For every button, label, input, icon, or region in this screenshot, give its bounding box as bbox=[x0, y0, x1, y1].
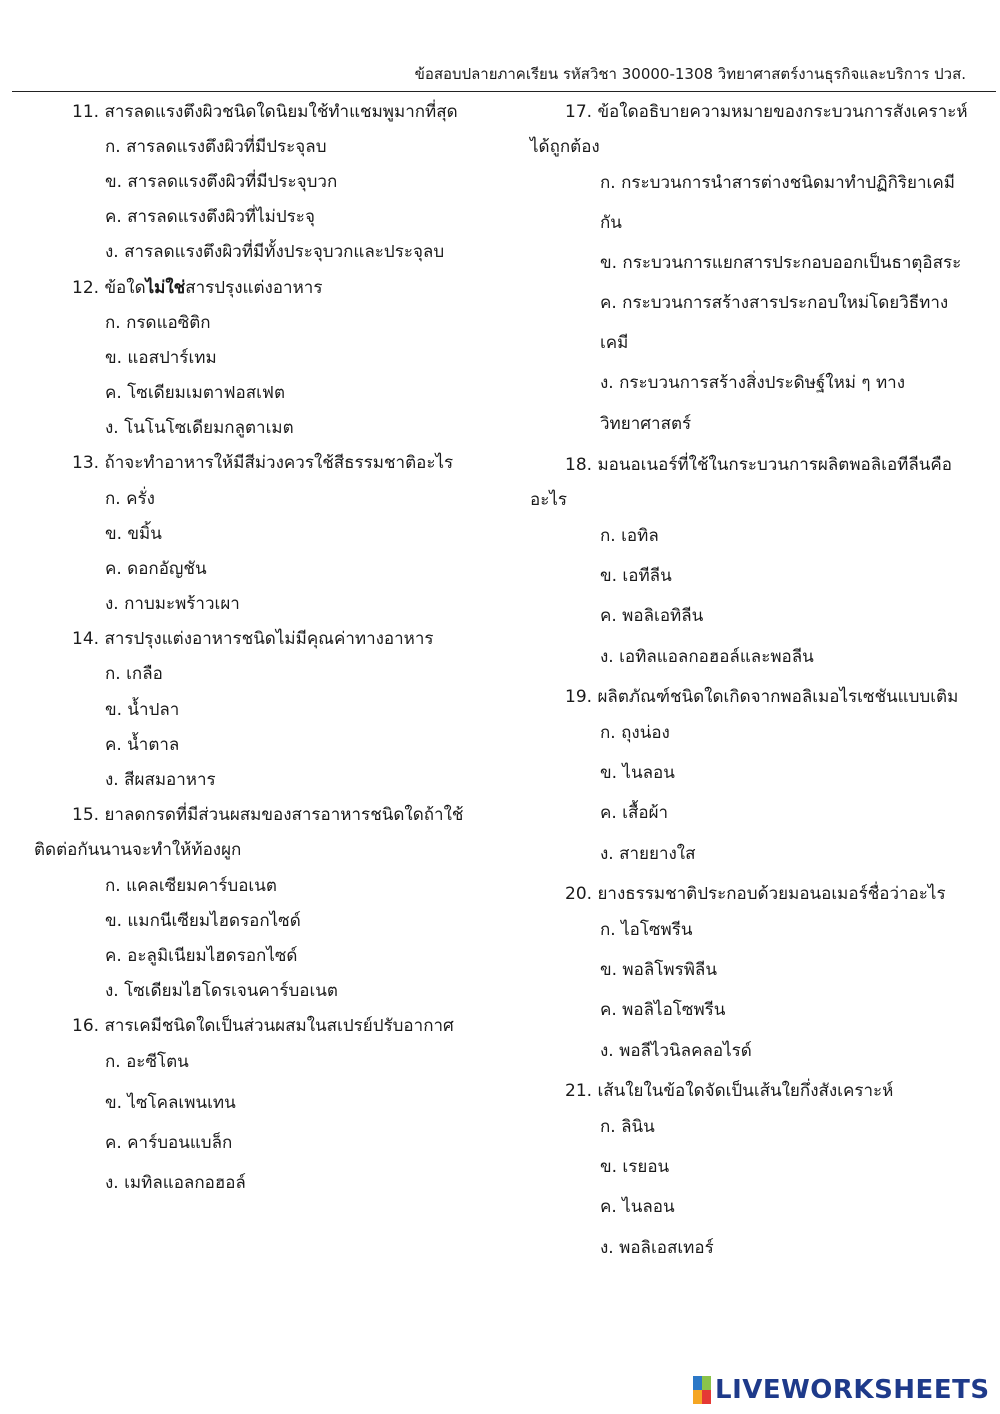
question-text: 19. ผลิตภัณฑ์ชนิดใดเกิดจากพอลิเมอไรเซชันแบบเติม bbox=[565, 687, 959, 707]
liveworksheets-logo[interactable] bbox=[693, 1372, 990, 1408]
question-text: 15. ยาลดกรดที่มีส่วนผสมของสารอาหารชนิดใดถ้าใช้ bbox=[72, 805, 464, 825]
answer-option: ข. แมกนีเซียมไฮดรอกไซด์ bbox=[105, 911, 301, 931]
question-text: 21. เส้นใยในข้อใดจัดเป็นเส้นใยกึ่งสังเคราะห์ bbox=[565, 1081, 894, 1101]
answer-option: ง. กระบวนการสร้างสิ่งประดิษฐ์ใหม่ ๆ ทาง bbox=[600, 373, 906, 393]
answer-option: ข. ไนลอน bbox=[600, 763, 675, 783]
answer-option: ง. พอลีไวนิลคลอไรด์ bbox=[600, 1041, 752, 1061]
text-continuation: ติดต่อกันนานจะทำให้ท้องผูก bbox=[34, 840, 242, 860]
answer-option: ง. โนโนโซเดียมกลูตาเมต bbox=[105, 418, 294, 438]
answer-option: ง. โซเดียมไฮโดรเจนคาร์บอเนต bbox=[105, 981, 338, 1001]
question-text: 16. สารเคมีชนิดใดเป็นส่วนผสมในสเปรย์ปรับอากาศ bbox=[72, 1016, 454, 1036]
answer-option: ข. ไซโคลเพนเทน bbox=[105, 1093, 236, 1113]
answer-option: ค. พอลิเอทิลีน bbox=[600, 606, 704, 626]
answer-option: ค. เสื้อผ้า bbox=[600, 803, 669, 823]
answer-option: ข. น้ำปลา bbox=[105, 700, 180, 720]
answer-option: ง. เมทิลแอลกอฮอล์ bbox=[105, 1173, 246, 1193]
answer-option: ก. กรดแอซิติก bbox=[105, 313, 211, 333]
answer-option: ก. เกลือ bbox=[105, 664, 163, 684]
answer-option: ก. เอทิล bbox=[600, 526, 659, 546]
answer-option: ง. เอทิลแอลกอฮอล์และพอลีน bbox=[600, 647, 814, 667]
answer-option: ง. พอลิเอสเทอร์ bbox=[600, 1238, 714, 1258]
answer-option: ค. พอลิไอโซพรีน bbox=[600, 1000, 726, 1020]
answer-option: ข. สารลดแรงตึงผิวที่มีประจุบวก bbox=[105, 172, 338, 192]
answer-option: ค. อะลูมิเนียมไฮดรอกไซด์ bbox=[105, 946, 298, 966]
answer-option: ค. สารลดแรงตึงผิวที่ไม่ประจุ bbox=[105, 207, 315, 227]
answer-option: ข. เรยอน bbox=[600, 1157, 670, 1177]
answer-option: ก. สารลดแรงตึงผิวที่มีประจุลบ bbox=[105, 137, 327, 157]
answer-option: ค. กระบวนการสร้างสารประกอบใหม่โดยวิธีทาง bbox=[600, 293, 949, 313]
answer-option: ค. ไนลอน bbox=[600, 1197, 675, 1217]
answer-option: ก. ถุงน่อง bbox=[600, 723, 670, 743]
answer-option: ง. สายยางใส bbox=[600, 844, 696, 864]
answer-option: ก. อะซีโตน bbox=[105, 1052, 189, 1072]
answer-option: ง. สีผสมอาหาร bbox=[105, 770, 216, 790]
question-text: 14. สารปรุงแต่งอาหารชนิดไม่มีคุณค่าทางอาหาร bbox=[72, 629, 434, 649]
answer-option: ก. ไอโซพรีน bbox=[600, 920, 693, 940]
exam-header: ข้อสอบปลายภาคเรียน รหัสวิชา 30000-1308 วิทยาศาสตร์งานธุรกิจและบริการ ปวส. bbox=[414, 65, 966, 83]
text-continuation: วิทยาศาสตร์ bbox=[600, 414, 692, 434]
answer-option: ข. เอทีลีน bbox=[600, 566, 672, 586]
answer-option: ข. แอสปาร์เทม bbox=[105, 348, 217, 368]
header-divider bbox=[12, 91, 996, 92]
answer-option: ก. กระบวนการนำสารต่างชนิดมาทำปฏิกิริยาเคมี bbox=[600, 173, 955, 193]
answer-option: ก. แคลเซียมคาร์บอเนต bbox=[105, 876, 277, 896]
question-text: 13. ถ้าจะทำอาหารให้มีสีม่วงควรใช้สีธรรมชาติอะไร bbox=[72, 453, 454, 473]
answer-option: ค. น้ำตาล bbox=[105, 735, 180, 755]
text-continuation: อะไร bbox=[530, 490, 568, 510]
question-text: 17. ข้อใดอธิบายความหมายของกระบวนการสังเคราะห์ bbox=[565, 102, 968, 122]
question-text: 20. ยางธรรมชาติประกอบด้วยมอนอเมอร์ชื่อว่าอะไร bbox=[565, 884, 946, 904]
text-continuation: ได้ถูกต้อง bbox=[530, 137, 600, 157]
answer-option: ก. ครั่ง bbox=[105, 489, 155, 509]
question-text bbox=[72, 276, 322, 300]
answer-option: ข. พอลิโพรพิลีน bbox=[600, 960, 717, 980]
answer-option: ข. กระบวนการแยกสารประกอบออกเป็นธาตุอิสระ bbox=[600, 253, 962, 273]
answer-option: ข. ขมิ้น bbox=[105, 524, 162, 544]
liveworksheets-logo-text: LIVEWORKSHEETS bbox=[715, 1375, 990, 1405]
question-text: 18. มอนอเนอร์ที่ใช้ในกระบวนการผลิตพอลิเอทีลีนคือ bbox=[565, 455, 953, 475]
question-text-part: สารปรุงแต่งอาหาร bbox=[185, 278, 323, 298]
text-continuation: กัน bbox=[600, 213, 622, 233]
liveworksheets-logo-icon bbox=[693, 1376, 711, 1404]
emphasized-word: ไม่ใช่ bbox=[145, 278, 186, 298]
answer-option: ค. โซเดียมเมตาฟอสเฟต bbox=[105, 383, 285, 403]
answer-option: ค. ดอกอัญชัน bbox=[105, 559, 207, 579]
answer-option: ง. สารลดแรงตึงผิวที่มีทั้งประจุบวกและประจุลบ bbox=[105, 242, 445, 262]
text-continuation: เคมี bbox=[600, 333, 629, 353]
question-text: 11. สารลดแรงตึงผิวชนิดใดนิยมใช้ทำแชมพูมากที่สุด bbox=[72, 102, 458, 122]
answer-option: ก. ลินิน bbox=[600, 1117, 655, 1137]
answer-option: ง. กาบมะพร้าวเผา bbox=[105, 594, 240, 614]
answer-option: ค. คาร์บอนแบล็ก bbox=[105, 1133, 233, 1153]
question-text-part: 12. ข้อใด bbox=[72, 278, 146, 298]
